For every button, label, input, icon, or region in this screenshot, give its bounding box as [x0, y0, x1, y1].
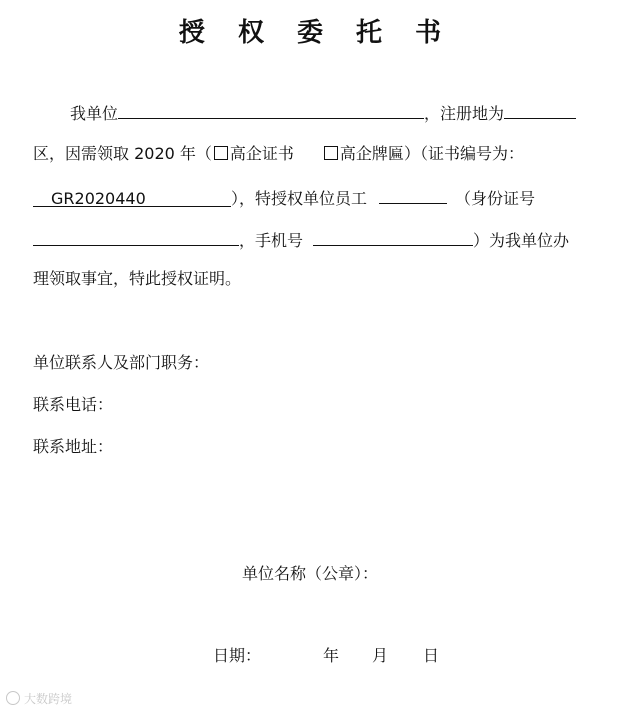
plaque-checkbox[interactable]: [324, 146, 338, 160]
registered-address-label: ，注册地为: [424, 104, 505, 123]
watermark-text: 大数跨境: [24, 692, 73, 706]
cert-number-field[interactable]: [33, 188, 231, 207]
document-title: 授 权 委 托 书: [178, 18, 454, 48]
contact-person-label: 单位联系人及部门职务：: [33, 353, 210, 372]
purpose-text: 区，因需领取 2020 年（: [33, 144, 212, 163]
contact-phone-label: 联系电话：: [33, 395, 114, 414]
paragraph-line-3: [33, 185, 535, 210]
date-label: 日期：: [213, 646, 262, 665]
paragraph-line-1: [70, 100, 576, 125]
watermark-logo-icon: [6, 691, 20, 705]
id-number-label: （身份证号: [455, 189, 536, 208]
cert-number-label: ）（证书编号为：: [403, 144, 524, 163]
paragraph-line-5: 理领取事宜，特此授权证明。: [33, 269, 242, 288]
contact-address-label: 联系地址：: [33, 437, 114, 456]
district-blank[interactable]: [504, 100, 576, 119]
phone-number-blank[interactable]: [313, 227, 473, 246]
employee-name-blank[interactable]: [379, 185, 447, 204]
paragraph-line-4: [33, 227, 569, 252]
plaque-option-label: 高企牌匾: [339, 144, 404, 163]
id-number-blank[interactable]: [33, 227, 239, 246]
authorize-employee-label: ），特授权单位员工: [231, 189, 368, 208]
certificate-checkbox[interactable]: [214, 146, 228, 160]
unit-name-blank[interactable]: [118, 100, 424, 119]
day-label: 日: [423, 646, 440, 665]
month-label: 月: [372, 646, 389, 665]
handle-text: ）为我单位办: [473, 231, 570, 250]
paragraph-line-2: [33, 143, 524, 165]
phone-label: ，手机号: [239, 231, 304, 250]
cert-number-value: GR2020440: [51, 189, 146, 208]
unit-label: 我单位: [70, 104, 119, 123]
year-label: 年: [323, 646, 340, 665]
unit-seal-label: 单位名称（公章）：: [242, 564, 379, 583]
watermark: [6, 690, 72, 707]
certificate-option-label: 高企证书: [229, 144, 294, 163]
